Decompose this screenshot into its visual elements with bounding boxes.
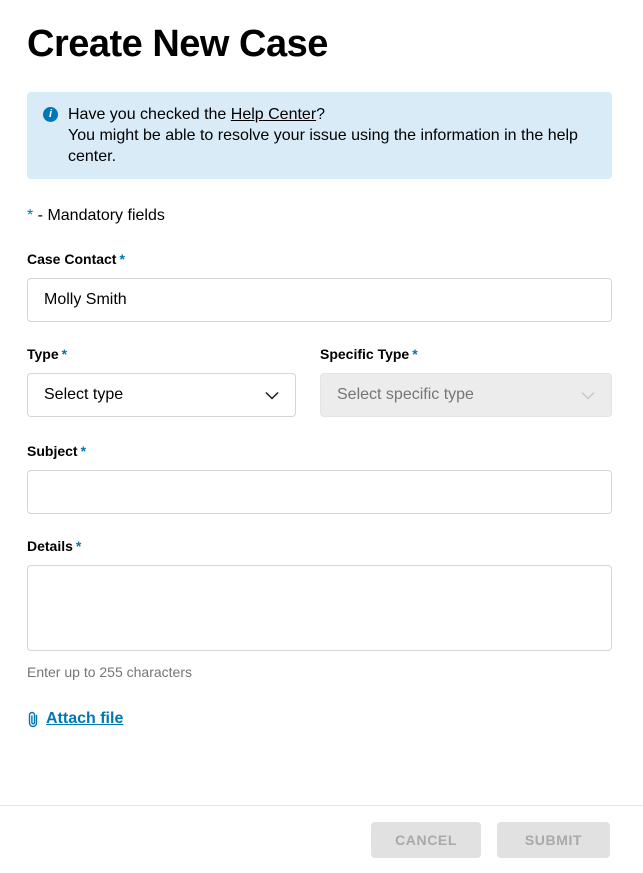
mandatory-text: - Mandatory fields [33,207,165,224]
chevron-down-icon [581,391,595,400]
case-contact-required-mark: * [119,251,125,267]
attach-file-link[interactable] [27,710,123,728]
subject-label: Subject * [27,443,87,459]
mandatory-note [27,206,612,225]
type-label: Type * [27,346,68,362]
paperclip-icon [27,711,39,728]
char-limit-helper: Enter up to 255 characters [27,664,192,680]
type-field [27,346,296,417]
chevron-down-icon [265,391,279,400]
attach-file-label: Attach file [46,710,124,727]
type-row [27,346,612,417]
case-contact-input[interactable] [27,278,612,322]
specific-type-select-value: Select specific type [337,386,474,403]
details-required-mark: * [75,538,82,554]
specific-type-label: Specific Type * [320,346,418,362]
specific-type-required-mark: * [412,346,418,362]
subject-input[interactable] [27,470,612,514]
subject-required-mark: * [80,443,87,459]
info-banner [27,92,612,179]
banner-line1-suffix: ? [316,106,326,123]
specific-type-field [320,346,612,417]
info-icon: i [43,107,58,122]
details-textarea[interactable] [27,565,612,651]
banner-text [68,104,596,167]
mandatory-asterisk: * [27,207,34,224]
help-center-link[interactable]: Help Center [230,106,317,123]
footer-action-bar [0,805,643,873]
banner-line2: You might be able to resolve your issue using the information in the help center. [68,127,578,165]
page-title: Create New Case [27,23,328,65]
cancel-button[interactable]: CANCEL [371,822,481,858]
type-select-value: Select type [44,386,124,403]
details-label: Details * [27,538,82,554]
submit-button[interactable]: SUBMIT [497,822,610,858]
type-select[interactable] [27,373,296,417]
type-required-mark: * [61,346,68,362]
specific-type-select [320,373,612,417]
case-contact-label: Case Contact * [27,251,125,267]
banner-line1-prefix: Have you checked the [68,106,231,123]
